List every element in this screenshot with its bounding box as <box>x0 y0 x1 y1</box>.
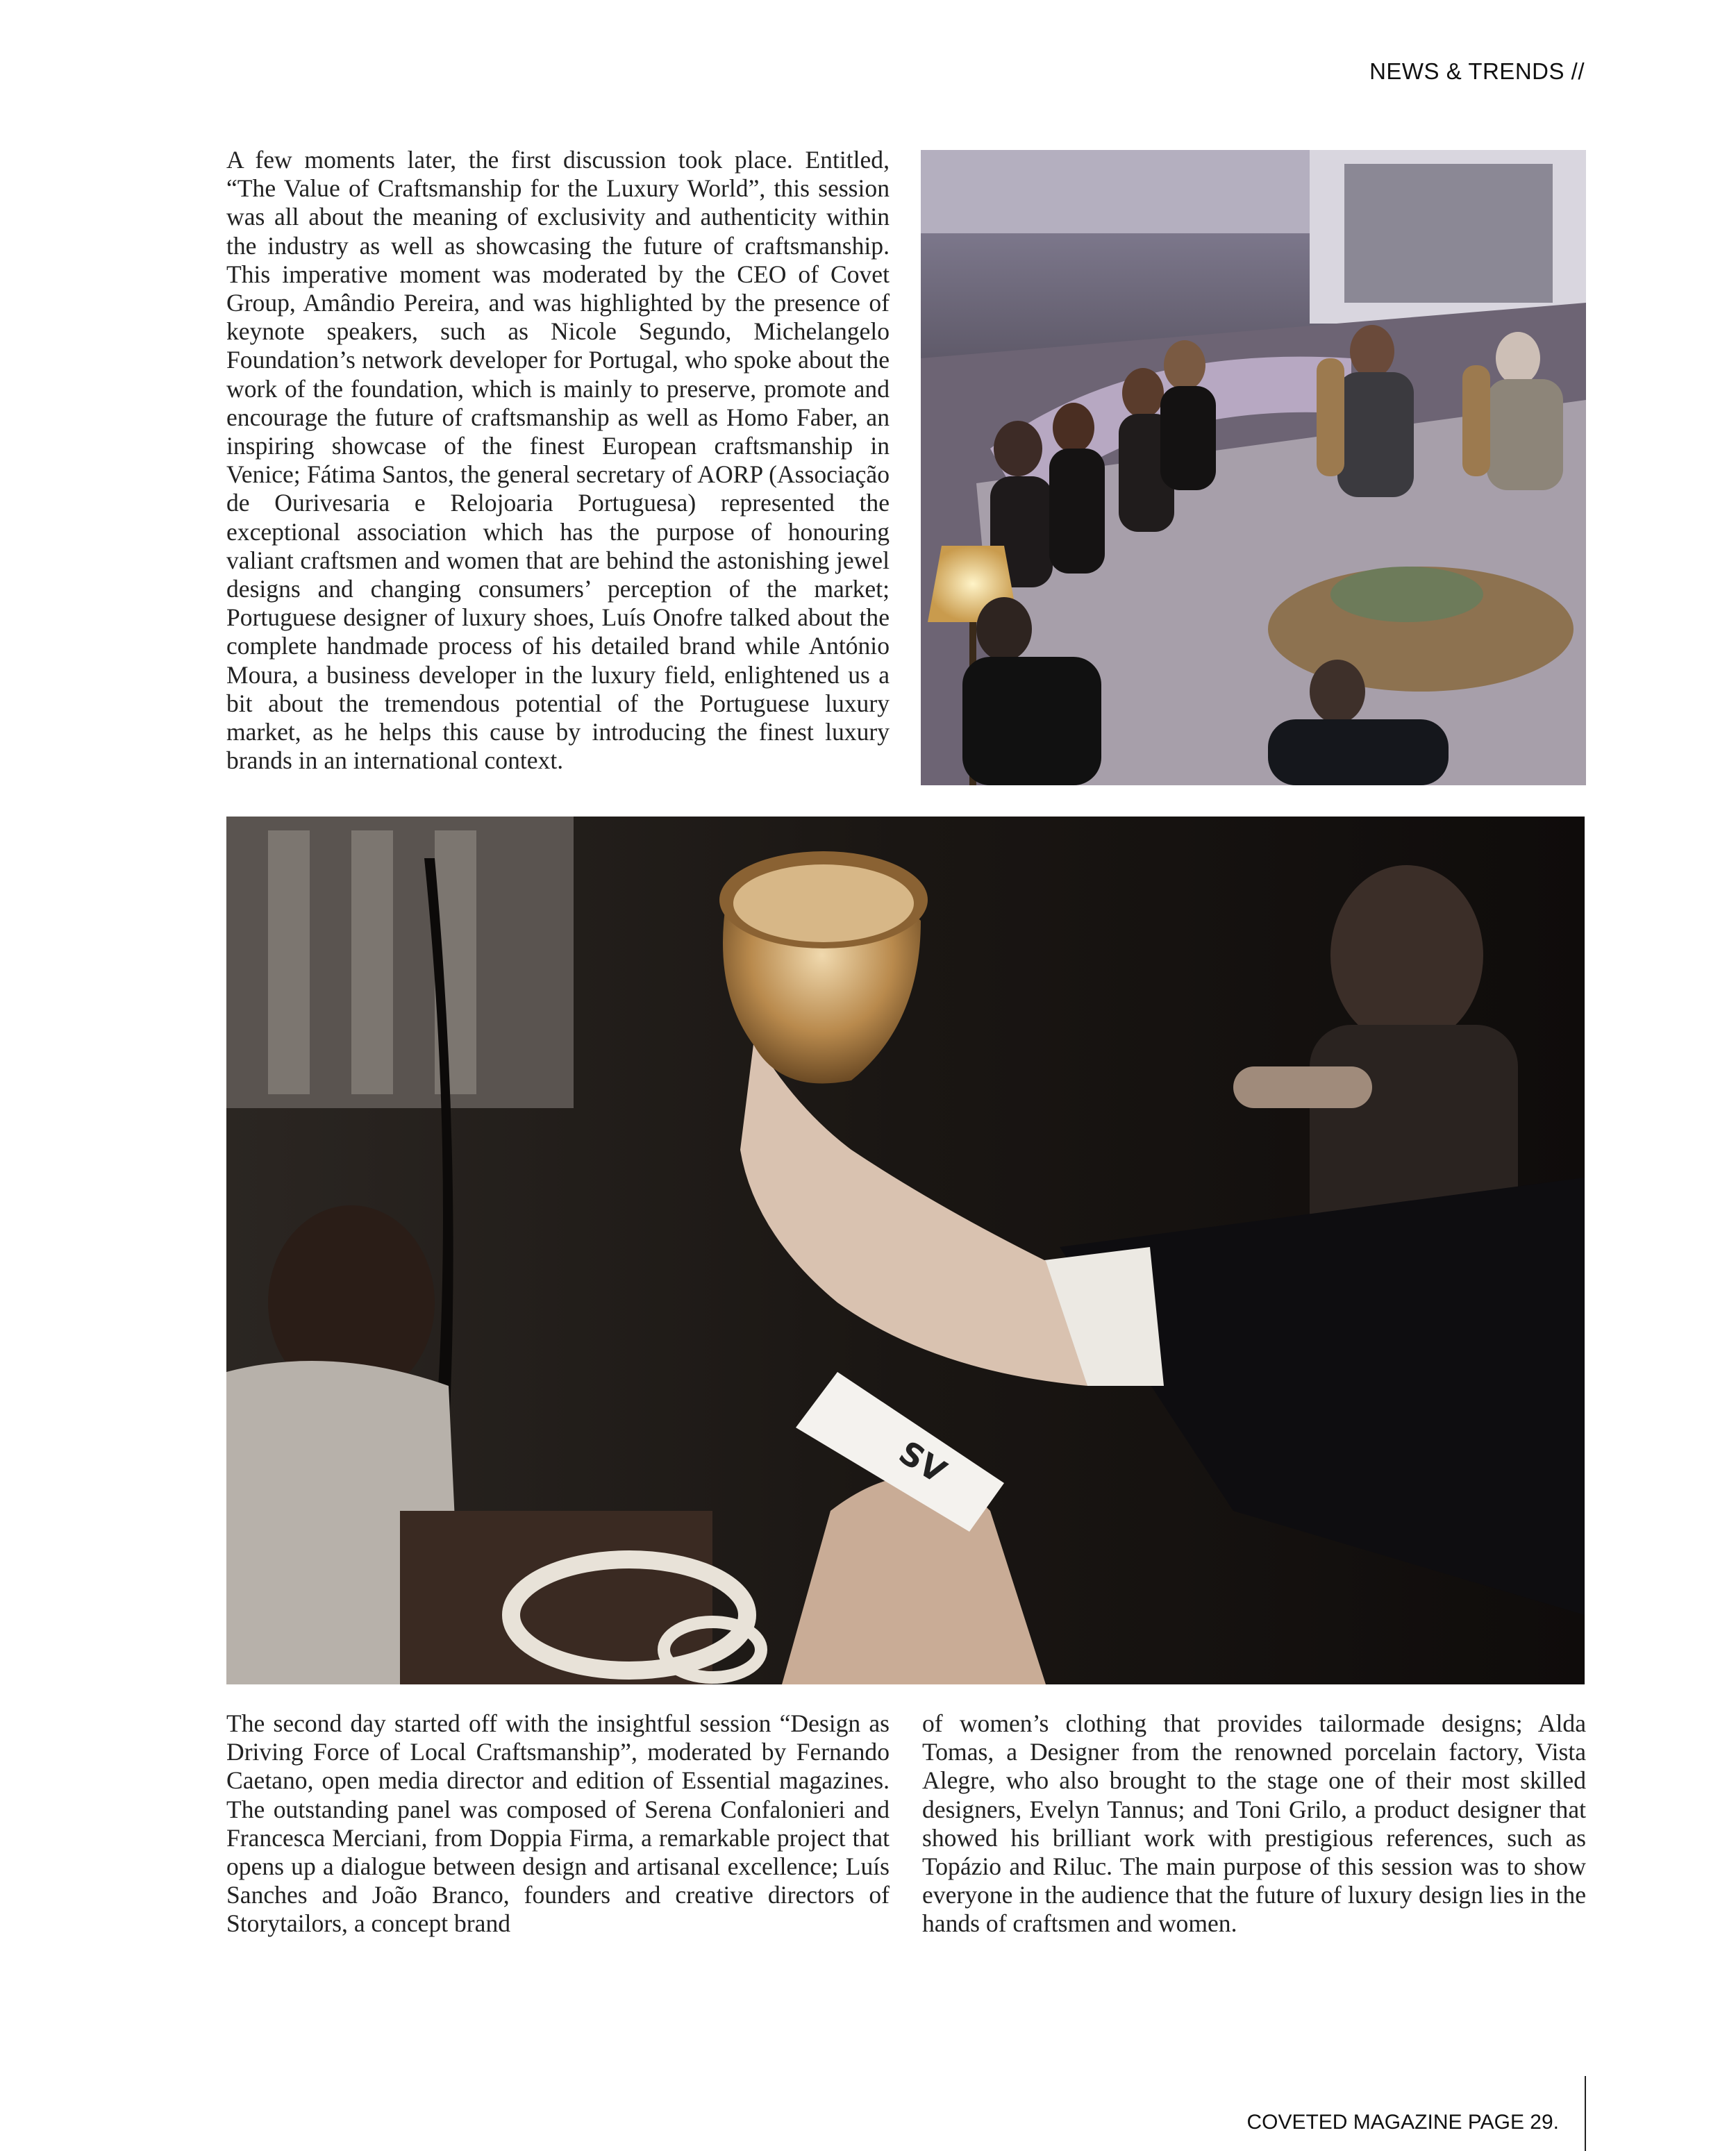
article-day2-column-left: The second day started off with the insightful session “Design as Driving Force of Local Craftsmanship”, moderated by Fernando Caetano, open media director and edition of Essential magazines. The outstanding panel was composed of Serena Confalonieri and Francesca Merciani, from Doppia Firma, a remarkable project that opens up a dialogue between design and artisanal excellence; Luís Sanches and João Branco, founders and creative directors of Storytailors, a concept brand <box>226 1709 890 1938</box>
article-intro-paragraph: A few moments later, the first discussion took place. Entitled, “The Value of Craftsmanship for the Luxury World”, this session was all about the meaning of exclusivity and authenticity within the industry as well as showcasing the future of craftsmanship. This imperative moment was moderated by the CEO of Covet Group, Amândio Pereira, and was highlighted by the presence of keynote speakers, such as Nicole Segundo, Michelangelo Foundation’s network developer for Portugal, who spoke about the work of the foundation, which is mainly to preserve, promote and encourage the future of craftsmanship as well as Homo Faber, an inspiring showcase of the finest European craftsmanship in Venice; Fátima Santos, the general secretary of AORP (Associação de Ourivesaria e Relojoaria Portuguesa) represented the exceptional association which has the purpose of honouring valiant craftsmen and women that are behind the astonishing jewel designs and changing consumers’ perception of the market; Portuguese designer of luxury shoes, Luís Onofre talked about the complete handmade process of his detailed brand while António Moura, a business developer in the luxury field, enlightened us a bit about the tremendous potential of the Portuguese luxury market, as he helps this cause by introducing the finest luxury brands in an international context. <box>226 146 890 775</box>
article-day2-column-right: of women’s clothing that provides tailormade designs; Alda Tomas, a Designer from the renowned porcelain factory, Vista Alegre, who also brought to the stage one of their most skilled designers, Evelyn Tannus; and Toni Grilo, a product designer that showed his brilliant work with prestigious references, such as Topázio and Riluc. The main purpose of this session was to show everyone in the audience that the future of luxury design lies in the hands of craftsmen and women. <box>922 1709 1586 1938</box>
panel-discussion-photo <box>921 150 1586 785</box>
section-label: NEWS & TRENDS // <box>1369 58 1585 84</box>
page-number-label: COVETED MAGAZINE PAGE 29. <box>1246 2111 1559 2134</box>
card-tag-text: SV <box>892 1433 953 1491</box>
footer-divider <box>1585 2076 1586 2151</box>
golden-bowl-photo <box>226 817 1585 1684</box>
